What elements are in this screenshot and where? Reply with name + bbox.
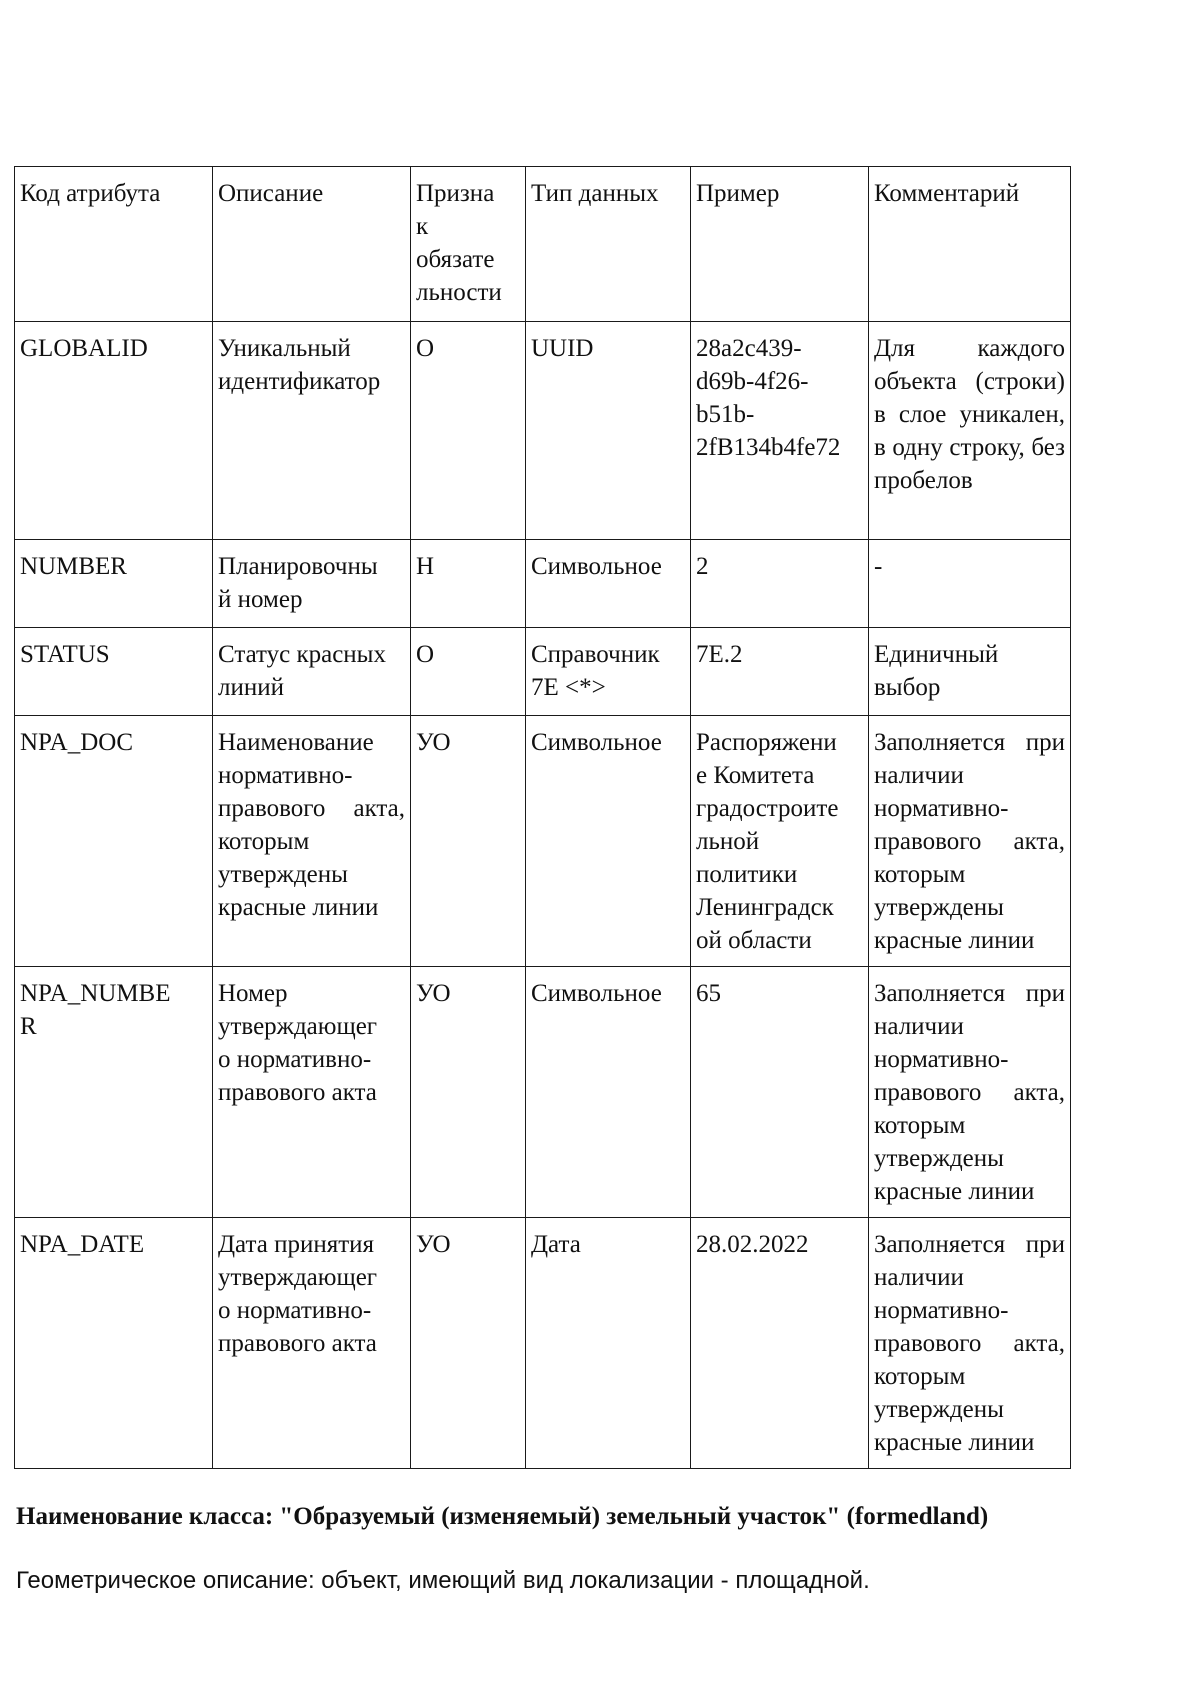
class-name-heading: Наименование класса: "Образуемый (изменяемый) земельный участок" (formedland): [16, 1503, 989, 1530]
cell-description-text: Номер утверждающег о нормативно-правового акта: [218, 980, 378, 1106]
cell-code: NPA_DOC: [15, 716, 213, 967]
cell-type: Справочник 7E <*>: [526, 628, 691, 716]
cell-description-text: Дата принятия утверждающег о нормативно-правового акта: [218, 1231, 378, 1357]
cell-description: Статус красных линий: [213, 628, 411, 716]
header-attribute-code: Код атрибута: [15, 167, 213, 322]
header-description: Описание: [213, 167, 411, 322]
cell-type: Символьное: [526, 716, 691, 967]
cell-example-text: 28a2c439- d69b-4f26- b51b- 2fB134b4fe72: [696, 335, 841, 461]
table-row: [15, 628, 1071, 716]
attribute-table: [14, 166, 1071, 1469]
table-header-row: [15, 167, 1071, 322]
cell-code: NPA_DATE: [15, 1218, 213, 1469]
cell-required: Н: [411, 540, 526, 628]
header-comment: Комментарий: [869, 167, 1071, 322]
cell-example: [691, 716, 869, 967]
header-required-flag: [411, 167, 526, 322]
cell-description: [213, 1218, 411, 1469]
cell-required: УО: [411, 967, 526, 1218]
cell-example: 2: [691, 540, 869, 628]
cell-comment: -: [869, 540, 1071, 628]
table-row: [15, 540, 1071, 628]
table-row: [15, 322, 1071, 540]
cell-example: 65: [691, 967, 869, 1218]
cell-comment: Для каждого объекта (строки) в слое уникален, в одну строку, без пробелов: [869, 322, 1071, 540]
table-row: [15, 1218, 1071, 1469]
cell-example-text: Распоряжени е Комитета градостроите льной политики Ленинградск ой области: [696, 729, 839, 954]
cell-comment: Заполняется при наличии нормативно-правового акта, которым утверждены красные линии: [869, 716, 1071, 967]
geometry-description: Геометрическое описание: объект, имеющий вид локализации - площадной.: [16, 1567, 870, 1594]
cell-description: Уникальный идентификатор: [213, 322, 411, 540]
cell-code: GLOBALID: [15, 322, 213, 540]
cell-code-text: NPA_NUMBE R: [20, 980, 171, 1040]
cell-description: [213, 967, 411, 1218]
cell-type: Дата: [526, 1218, 691, 1469]
header-required-text: Призна к обязате льности: [416, 180, 502, 306]
cell-description: Наименование нормативно-правового акта, которым утверждены красные линии: [213, 716, 411, 967]
cell-required: О: [411, 322, 526, 540]
cell-example: 7E.2: [691, 628, 869, 716]
header-data-type: Тип данных: [526, 167, 691, 322]
cell-type: Символьное: [526, 967, 691, 1218]
cell-required: О: [411, 628, 526, 716]
header-example: Пример: [691, 167, 869, 322]
cell-code: [15, 967, 213, 1218]
table-row: [15, 967, 1071, 1218]
cell-type: Символьное: [526, 540, 691, 628]
cell-required: УО: [411, 1218, 526, 1469]
cell-example: [691, 322, 869, 540]
cell-code: NUMBER: [15, 540, 213, 628]
cell-description-text: Планировочны й номер: [218, 553, 378, 613]
cell-type: UUID: [526, 322, 691, 540]
cell-required: УО: [411, 716, 526, 967]
cell-comment: Единичный выбор: [869, 628, 1071, 716]
cell-comment: Заполняется при наличии нормативно-правового акта, которым утверждены красные линии: [869, 967, 1071, 1218]
table-row: [15, 716, 1071, 967]
cell-code: STATUS: [15, 628, 213, 716]
cell-description: [213, 540, 411, 628]
cell-comment: Заполняется при наличии нормативно-правового акта, которым утверждены красные линии: [869, 1218, 1071, 1469]
cell-example: 28.02.2022: [691, 1218, 869, 1469]
